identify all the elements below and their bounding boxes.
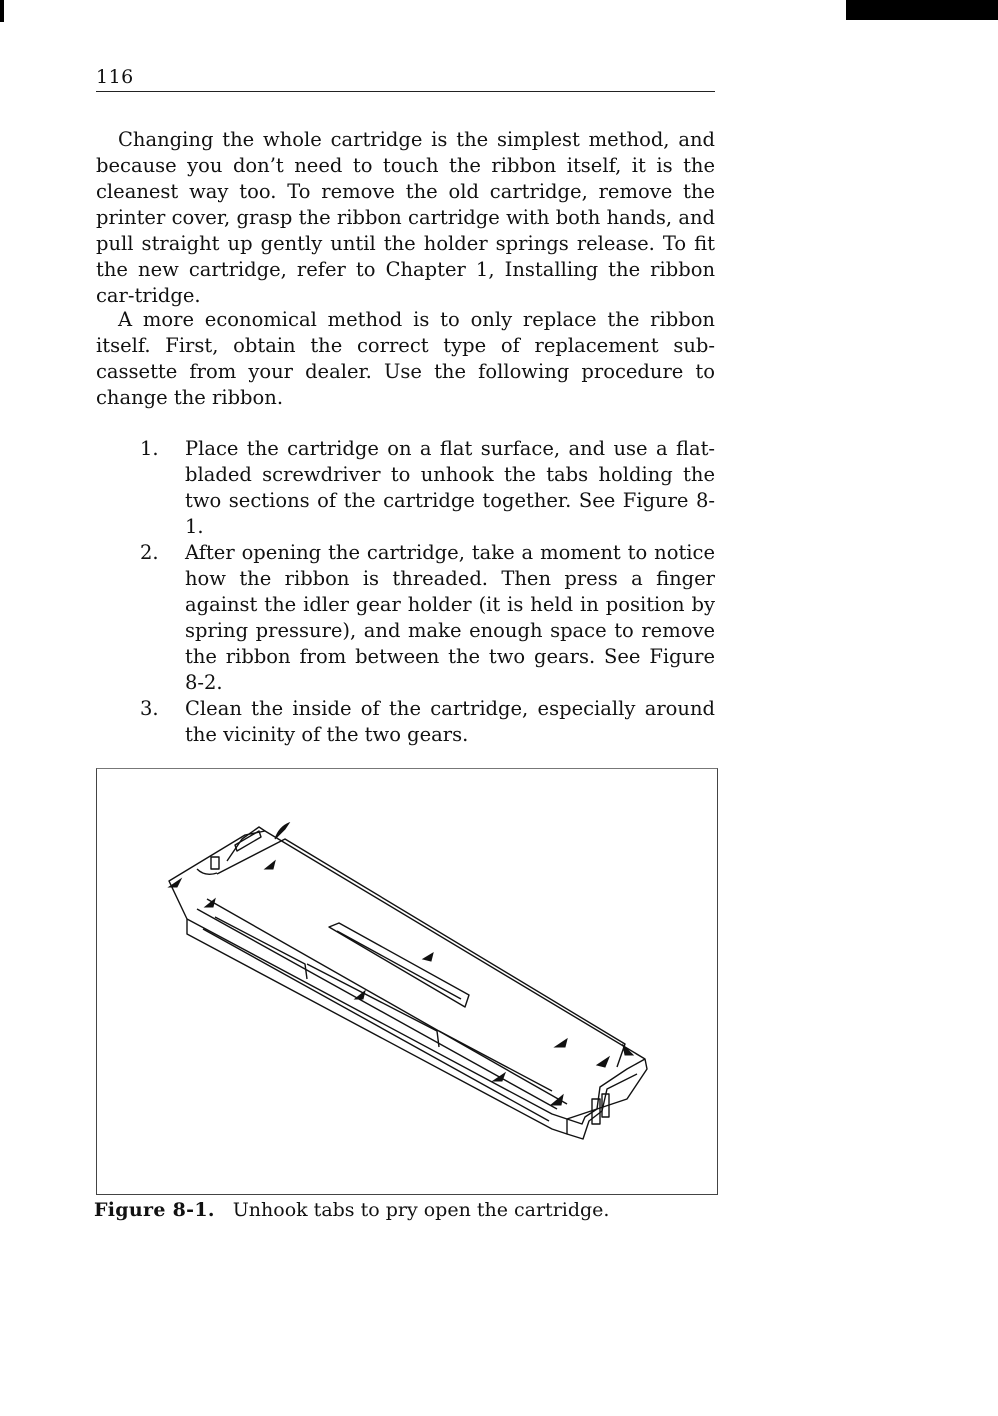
arrow-icon — [555, 1039, 567, 1047]
header-rule — [96, 91, 715, 92]
procedure-steps — [96, 436, 715, 748]
cartridge-front-groove — [215, 917, 552, 1091]
step-text: Clean the inside of the cartridge, especially around the vicinity of the two gears. — [185, 697, 715, 746]
page-number: 116 — [96, 66, 134, 88]
cartridge-right-gear — [592, 1094, 609, 1124]
body-paragraph-1: Changing the whole cartridge is the simplest method, and because you don’t need to touch the ribbon itself, it is the cleanest way too. To remove the old cartridge, remove the printer cover, grasp the ribbon cartridge with both hands, and pull straight up gently until the holder springs release. To fit the new cartridge, refer to Chapter 1, Installing the ribbon car-tridge. — [96, 128, 715, 307]
arrow-icon — [355, 991, 365, 999]
body-paragraph-2: A more economical method is to only replace the ribbon itself. First, obtain the correct type of replacement sub-cassette from your dealer. Use the following procedure to change the ribbon. — [96, 308, 715, 409]
step-text: Place the cartridge on a flat surface, and use a flat-bladed screwdriver to unhook the tabs holding the two sections of the cartridge together. See Figure 8-1. — [185, 437, 715, 538]
step-1 — [96, 436, 715, 540]
scan-edge-mark-right — [846, 0, 998, 20]
arrow-icon — [597, 1057, 609, 1067]
step-number: 3. — [140, 697, 159, 720]
figure-8-1-frame — [96, 768, 718, 1195]
arrow-icon — [265, 861, 275, 869]
cartridge-left-knob — [197, 869, 217, 874]
cartridge-top-outline — [169, 831, 647, 1119]
step-number: 1. — [140, 437, 159, 460]
arrow-icon — [275, 823, 289, 839]
cartridge-bottom-edge — [203, 929, 549, 1121]
cartridge-left-gear — [211, 857, 219, 869]
arrow-icon — [623, 1045, 633, 1055]
cartridge-lid-line-2 — [207, 899, 567, 1104]
step-text: After opening the cartridge, take a moment to notice how the ribbon is threaded. Then press a finger against the idler gear holder (it is held in position by spring pressure), and make enough space to remove the ribbon from between the two gears. See Figure 8-2. — [185, 541, 715, 694]
step-number: 2. — [140, 541, 159, 564]
scan-edge-mark-left — [0, 0, 4, 22]
arrow-icon — [423, 953, 433, 961]
figure-caption — [94, 1199, 609, 1221]
figure-label: Figure 8-1. — [94, 1199, 215, 1221]
step-2 — [96, 540, 715, 696]
figure-caption-text: Unhook tabs to pry open the cartridge. — [232, 1199, 610, 1221]
step-3 — [96, 696, 715, 748]
ribbon-cartridge-illustration — [97, 769, 717, 1194]
